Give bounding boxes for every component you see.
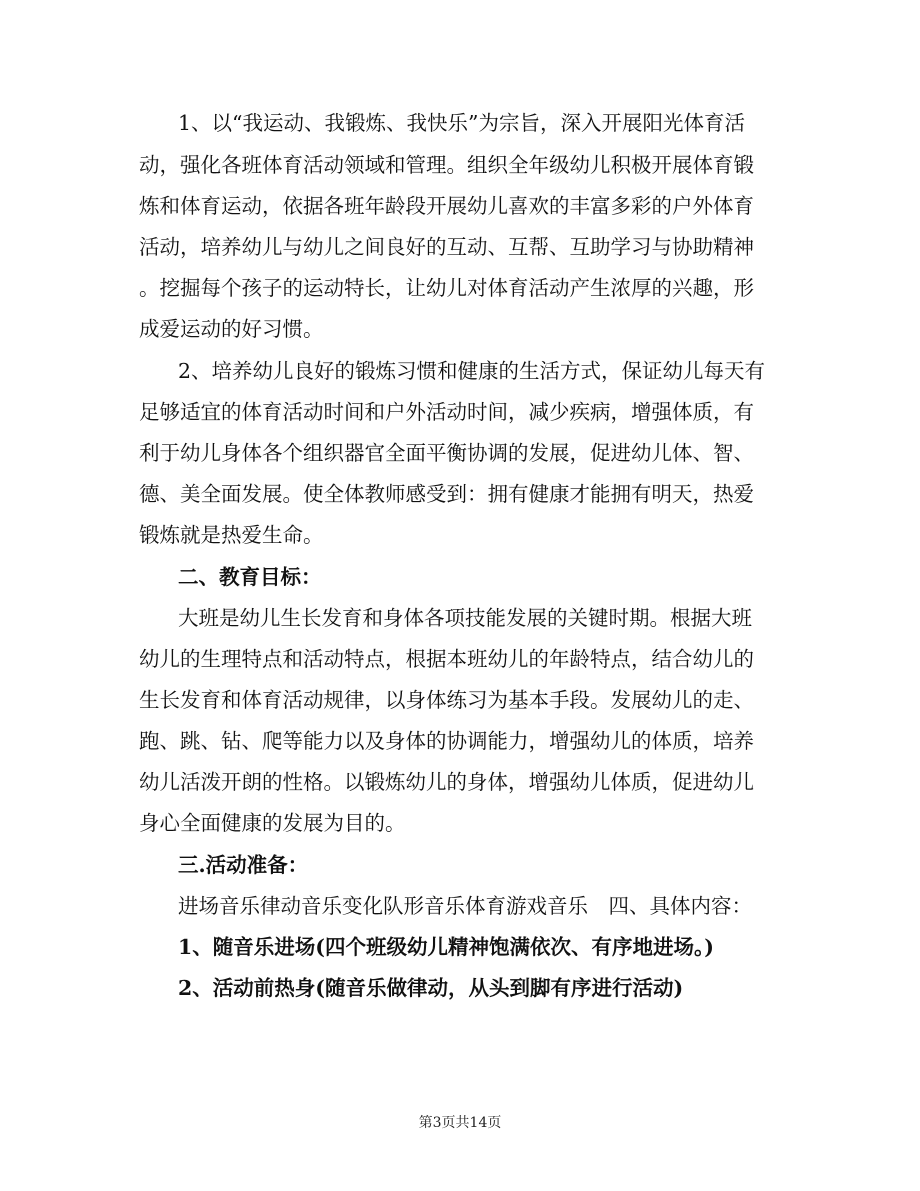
para3-line-5: 幼儿活泼开朗的性格。以锻炼幼儿的身体，增强幼儿体质，促进幼儿 [139, 770, 754, 794]
para1-line-4: 活动，培养幼儿与幼儿之间良好的互动、互帮、互助学习与协助精神 [139, 235, 754, 259]
para2-line-4: 德、美全面发展。使全体教师感受到：拥有健康才能拥有明天，热爱 [139, 482, 754, 506]
para1-line-3: 炼和体育运动，依据各班年龄段开展幼儿喜欢的丰富多彩的户外体育 [139, 194, 754, 218]
para2-line-5: 锻炼就是热爱生命。 [139, 523, 324, 547]
para3-line-1: 大班是幼儿生长发育和身体各项技能发展的关键时期。根据大班 [178, 606, 752, 630]
para1-line-5: 。挖掘每个孩子的运动特长，让幼儿对体育活动产生浓厚的兴趣，形 [139, 276, 754, 300]
section-heading-activity-prep: 三.活动准备： [178, 853, 309, 877]
para2-line-3: 利于幼儿身体各个组织器官全面平衡协调的发展，促进幼儿体、智、 [139, 441, 754, 465]
para2-line-2: 足够适宜的体育活动时间和户外活动时间，减少疾病，增强体质，有 [139, 400, 754, 424]
content-item-2: 2、活动前热身(随音乐做律动，从头到脚有序进行活动) [178, 976, 684, 1000]
para3-line-2: 幼儿的生理特点和活动特点，根据本班幼儿的年龄特点，结合幼儿的 [139, 647, 754, 671]
para3-line-6: 身心全面健康的发展为目的。 [139, 811, 406, 835]
para1-line-6: 成爱运动的好习惯。 [139, 317, 324, 341]
page-number-footer: 第3页共14页 [418, 1115, 502, 1131]
section-heading-education-goals: 二、教育目标： [178, 565, 322, 589]
para1-line-2: 动，强化各班体育活动领域和管理。组织全年级幼儿积极开展体育锻 [139, 153, 754, 177]
para3-line-3: 生长发育和体育活动规律，以身体练习为基本手段。发展幼儿的走、 [139, 688, 754, 712]
para4-line: 进场音乐律动音乐变化队形音乐体育游戏音乐 四、具体内容： [178, 894, 752, 918]
content-item-1: 1、随音乐进场(四个班级幼儿精神饱满依次、有序地进场。) [178, 935, 714, 959]
para1-line-1: 1、以“我运动、我锻炼、我快乐”为宗旨，深入开展阳光体育活 [178, 111, 746, 135]
para2-line-1: 2、培养幼儿良好的锻炼习惯和健康的生活方式，保证幼儿每天有 [178, 359, 766, 383]
para3-line-4: 跑、跳、钻、爬等能力以及身体的协调能力，增强幼儿的体质，培养 [139, 729, 754, 753]
